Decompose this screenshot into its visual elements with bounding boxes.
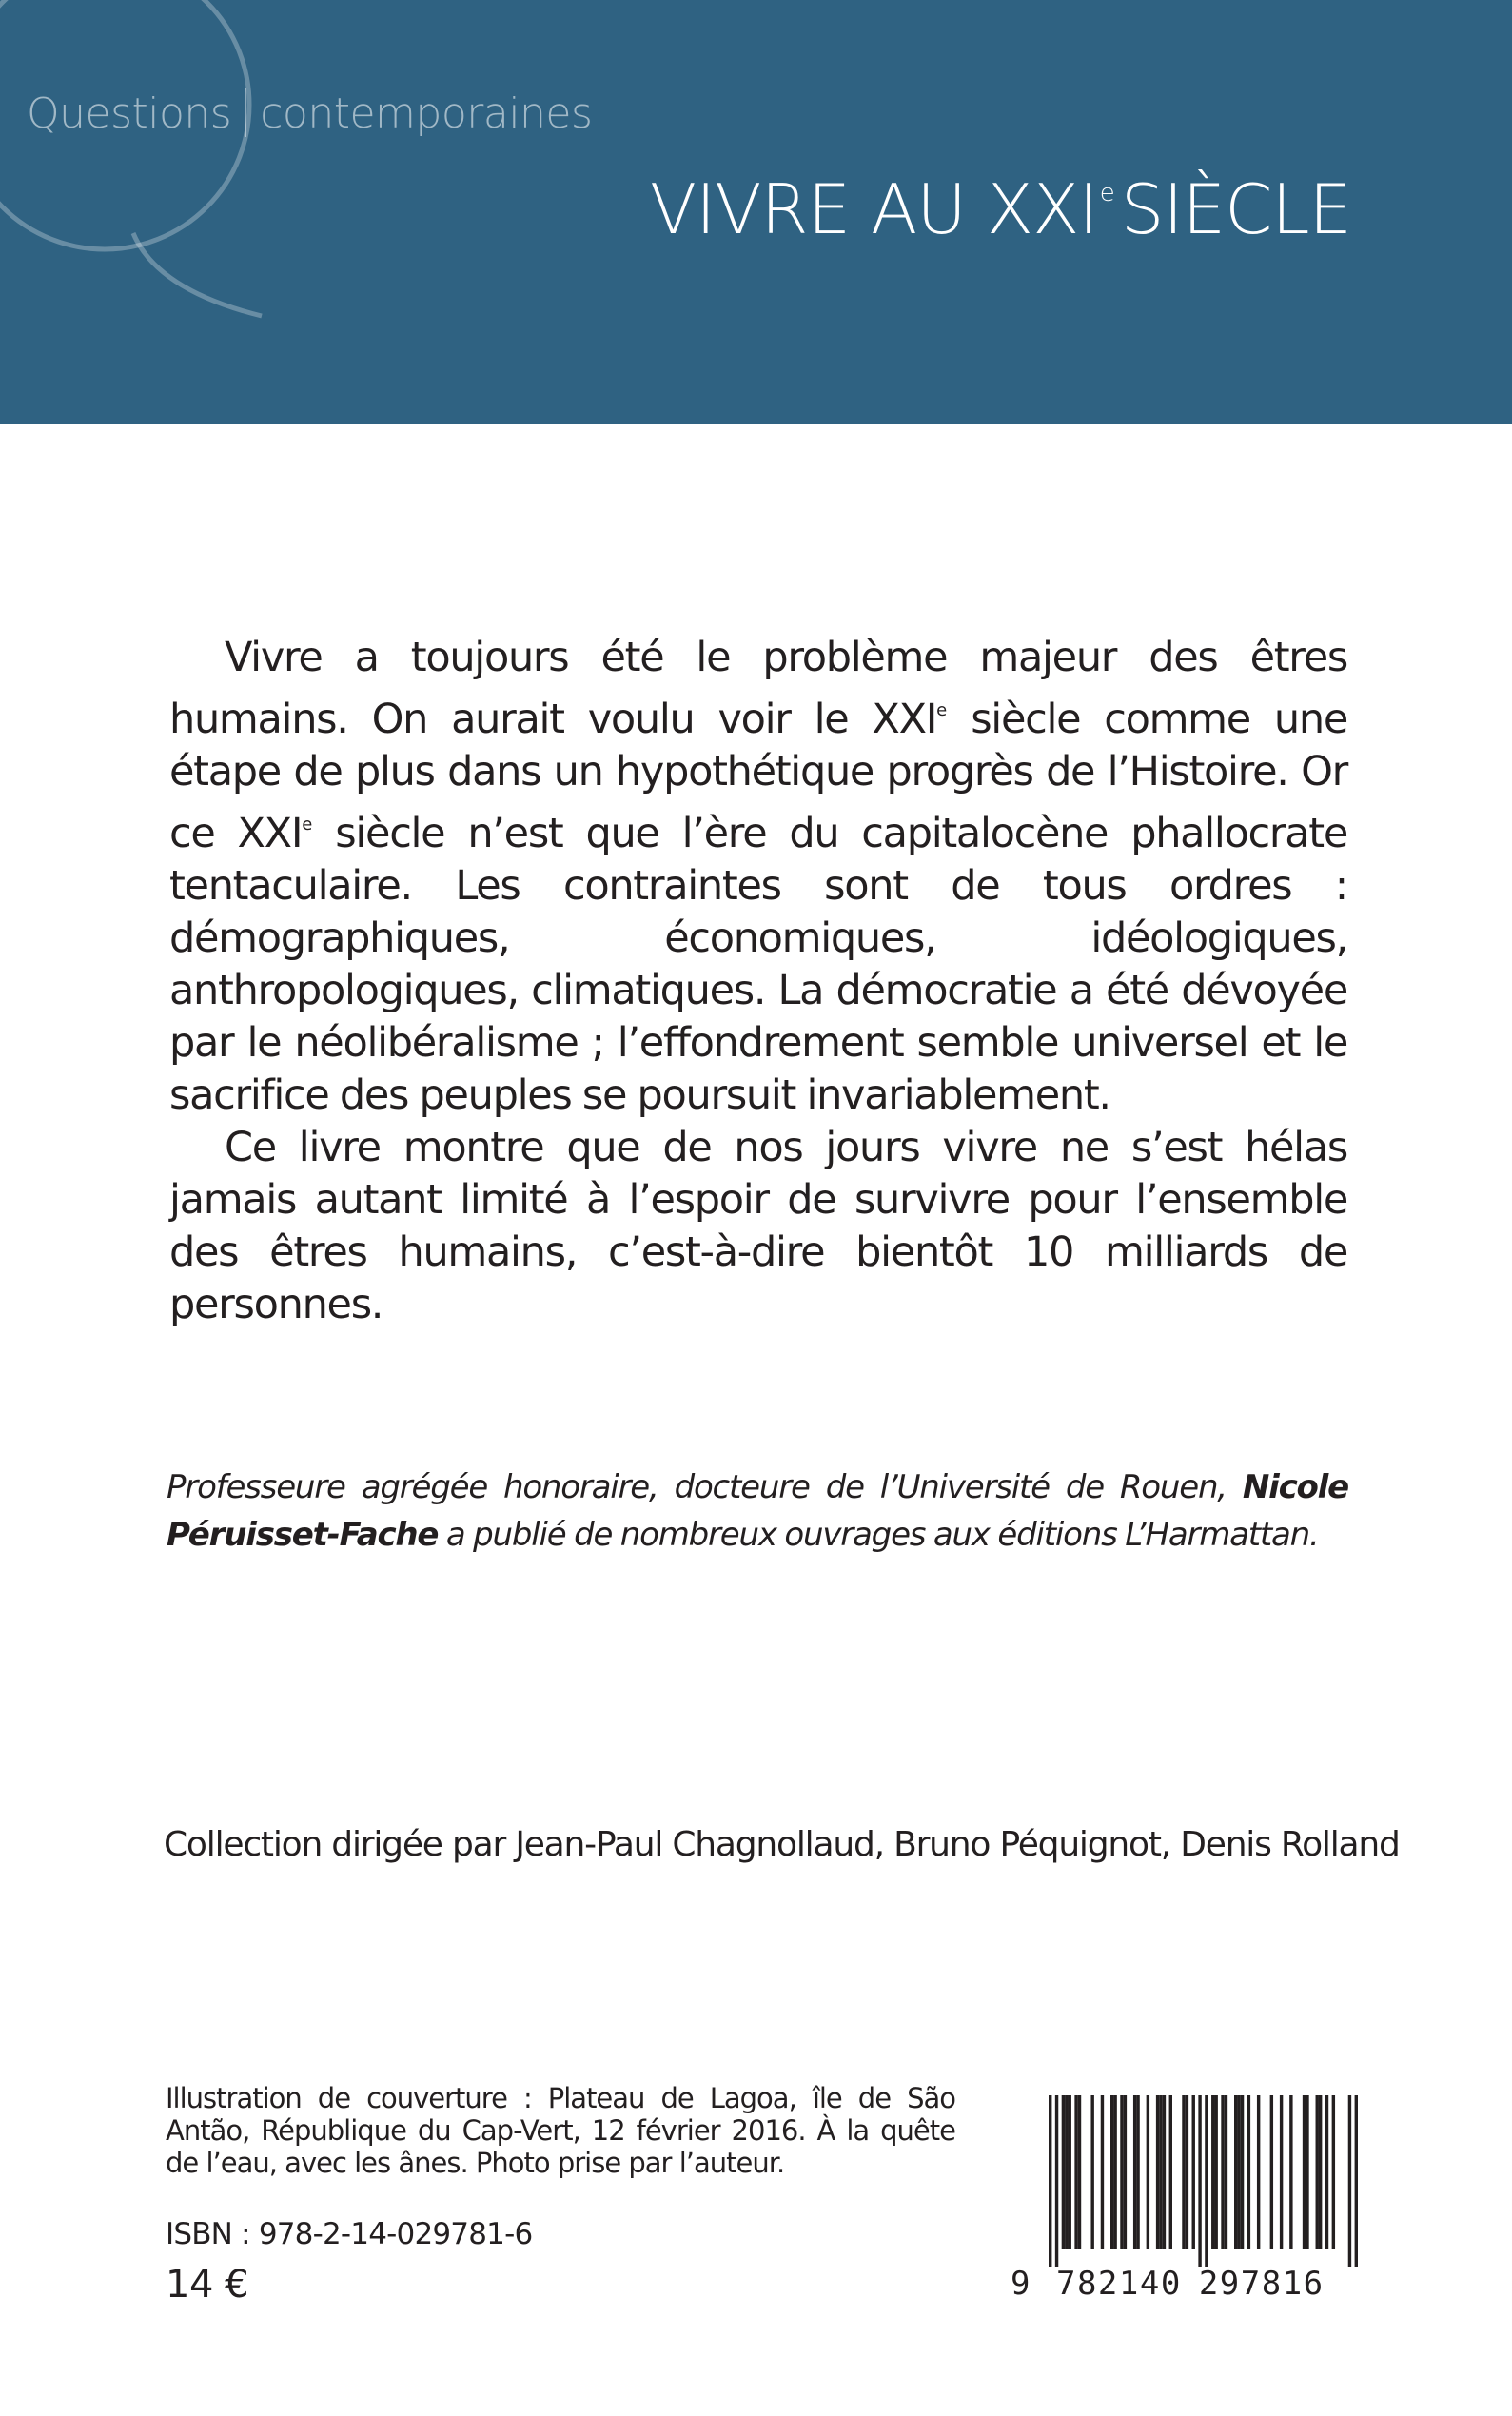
barcode-bar [1133, 2095, 1136, 2249]
barcode-bar [1192, 2095, 1195, 2249]
barcode-bar [1332, 2095, 1335, 2249]
barcode-bar [1303, 2095, 1306, 2249]
isbn: ISBN : 978-2-14-029781-6 [166, 2217, 533, 2251]
barcode-bar [1225, 2095, 1227, 2249]
barcode-bar [1078, 2095, 1081, 2249]
barcode-bar [1055, 2095, 1058, 2267]
barcode-bar [1065, 2095, 1068, 2249]
barcode-bar [1247, 2095, 1250, 2249]
barcode-bar [1316, 2095, 1319, 2249]
barcode-bar [1120, 2095, 1123, 2249]
barcode-bar [1241, 2095, 1244, 2249]
blurb-p1-part-a: Vivre a toujours été le problème majeur des êtres humains. On aurait voulu voir le XXI [169, 634, 1347, 743]
barcode-bar [1221, 2095, 1224, 2249]
barcode-number [1011, 2265, 1363, 2303]
barcode-bar [1306, 2095, 1308, 2249]
back-cover-blurb [169, 632, 1347, 1331]
title-superscript: e [1099, 179, 1115, 207]
series-word-contemporaines: contemporaines [260, 89, 593, 138]
header-band [0, 0, 1512, 424]
barcode-bar [1147, 2095, 1149, 2249]
title-part-2: SIÈCLE [1120, 169, 1351, 249]
blurb-superscript-2: e [302, 815, 313, 835]
collection-editors: Collection dirigée par Jean-Paul Chagnollaud, Bruno Péquignot, Denis Rolland [164, 1825, 1400, 1864]
barcode-bar [1159, 2095, 1162, 2249]
barcode-bar [1348, 2095, 1351, 2267]
barcode-bar [1156, 2095, 1159, 2249]
author-bio-before: Professeure agrégée honoraire, docteure de l’Université de Rouen, [167, 1468, 1243, 1506]
blurb-paragraph-2: Ce livre montre que de nos jours vivre ne s’est hélas jamais autant limité à l’espoir de survivre pour l’ensemble des êtres humains, c’est-à-dire bientôt 10 milliards de personnes. [169, 1124, 1347, 1328]
author-bio-after: a publié de nombreux ouvrages aux éditions L’Harmattan. [438, 1516, 1319, 1554]
barcode-bar [1062, 2095, 1065, 2249]
barcode-bar [1257, 2095, 1260, 2249]
barcode-bar [1319, 2095, 1322, 2249]
barcode-bar [1325, 2095, 1328, 2249]
barcode-bar [1186, 2095, 1188, 2249]
barcode-first-digit: 9 [1011, 2265, 1031, 2303]
barcode-bar [1113, 2095, 1116, 2249]
barcode-bar [1355, 2095, 1358, 2267]
barcode-bar [1211, 2095, 1214, 2249]
barcode-bar [1270, 2095, 1273, 2249]
barcode-right-digits: 297816 [1198, 2265, 1325, 2303]
series-divider [245, 88, 246, 137]
barcode-bar [1182, 2095, 1185, 2249]
blurb-paragraph-1 [169, 632, 1347, 1122]
barcode-bar [1205, 2095, 1208, 2267]
series-word-questions: Questions [27, 89, 232, 138]
series-name [27, 88, 592, 138]
barcode-bar [1124, 2095, 1127, 2249]
barcode-bar [1214, 2095, 1217, 2249]
barcode-bar [1169, 2095, 1172, 2249]
barcode-bar [1101, 2095, 1104, 2249]
blurb-p1-part-b: siècle comme une étape de plus dans un hypothétique progrès de l’Histoire. Or ce XXI [169, 696, 1347, 857]
blurb-superscript-1: e [936, 700, 948, 720]
author-bio [167, 1463, 1348, 1559]
barcode-bar [1090, 2095, 1093, 2249]
book-title [609, 169, 1351, 249]
barcode-bars [1049, 2095, 1358, 2267]
barcode-bar [1069, 2095, 1071, 2249]
barcode [1011, 2093, 1363, 2314]
barcode-bar [1280, 2095, 1283, 2249]
barcode-bar [1110, 2095, 1113, 2249]
barcode-bar [1074, 2095, 1077, 2249]
blurb-p1-part-c: siècle n’est que l’ère du capitalocène phallocrate tentaculaire. Les contraintes sont de tous ordres : démographiques, économiques, idéologiques, anthropologiques, climatiques. La démocratie a été dévoyée par le néolibéralisme ; l’effondrement semble universel et le sacrifice des peuples se poursuit invariablement. [169, 810, 1348, 1119]
price: 14 € [166, 2263, 249, 2307]
barcode-bar [1163, 2095, 1166, 2249]
letter-q-watermark-icon [0, 0, 276, 324]
barcode-bar [1237, 2095, 1240, 2249]
barcode-left-digits: 782140 [1055, 2265, 1182, 2303]
cover-illustration-credit: Illustration de couverture : Plateau de Lagoa, île de São Antão, République du Cap-Vert, 12 février 2016. À la quête de l’eau, avec les ânes. Photo prise par l’auteur. [166, 2082, 955, 2179]
author-name: Nicole Péruisset-Fache [167, 1468, 1348, 1554]
barcode-bar [1136, 2095, 1139, 2249]
barcode-bar [1198, 2095, 1201, 2267]
barcode-bar [1289, 2095, 1292, 2249]
title-part-1: VIVRE AU XXI [649, 169, 1098, 249]
barcode-bar [1234, 2095, 1237, 2249]
barcode-bar [1049, 2095, 1051, 2267]
